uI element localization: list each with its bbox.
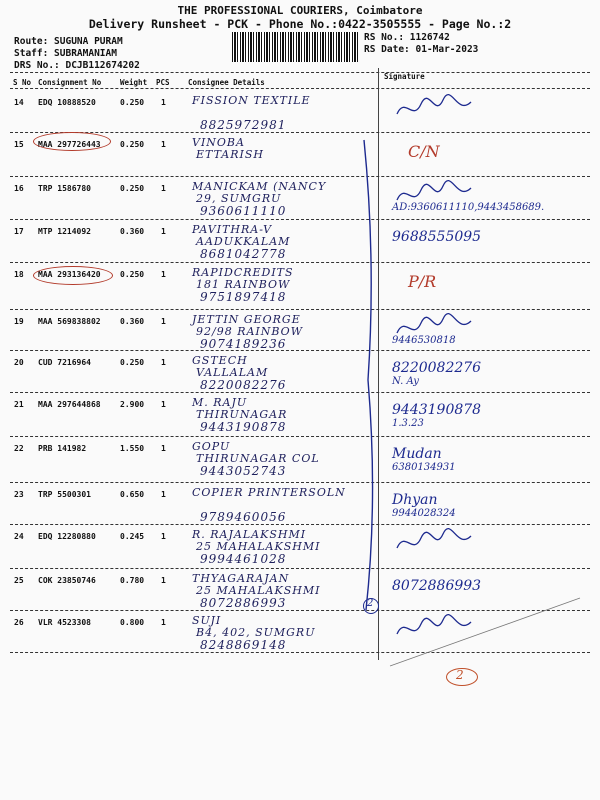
row-sno: 20	[14, 358, 24, 367]
consignee-address: 181 RAINBOW	[196, 278, 291, 291]
circled-number-large: 2	[456, 668, 464, 682]
row-separator	[10, 350, 590, 351]
row-consignment: MAA 297644868	[38, 400, 101, 409]
signature-scribble	[395, 313, 475, 343]
consignee-phone: 9751897418	[200, 290, 287, 304]
signature-text: 9688555095	[392, 229, 482, 245]
consignee-name: M. RAJU	[192, 396, 248, 409]
bracket-mark	[362, 140, 382, 620]
col-weight: Weight	[120, 78, 148, 87]
row-pcs: 1	[161, 400, 166, 409]
row-consignment: MTP 1214092	[38, 227, 91, 236]
row-weight: 0.245	[120, 532, 145, 541]
row-sno: 18	[14, 270, 24, 279]
row-pcs: 1	[161, 184, 166, 193]
row-sno: 26	[14, 618, 24, 627]
consignee-phone: 8072886993	[200, 596, 287, 610]
row-separator	[10, 176, 590, 177]
signature-text: Mudan	[392, 446, 442, 462]
row-weight: 0.250	[120, 140, 145, 149]
row-sno: 14	[14, 98, 24, 107]
row-weight: 0.250	[120, 98, 145, 107]
route-label: Route: SUGUNA PURAM	[14, 36, 123, 47]
signature-note: 9944028324	[392, 508, 456, 519]
row-sno: 22	[14, 444, 24, 453]
row-sno: 23	[14, 490, 24, 499]
row-consignment: MAA 293136420	[38, 270, 101, 279]
row-weight: 0.360	[120, 317, 145, 326]
row-separator	[10, 309, 590, 310]
signature-text: 9443190878	[392, 402, 482, 418]
row-pcs: 1	[161, 532, 166, 541]
consignee-phone: 9789460056	[200, 510, 287, 524]
consignee-name: SUJI	[192, 614, 222, 627]
row-separator	[10, 219, 590, 220]
red-circle-mark	[33, 266, 113, 285]
consignee-name: GSTECH	[192, 354, 248, 367]
row-sno: 19	[14, 317, 24, 326]
row-separator	[10, 262, 590, 263]
signature-note: 9446530818	[392, 335, 456, 346]
row-separator	[10, 524, 590, 525]
col-sno: S No	[13, 78, 32, 87]
row-pcs: 1	[161, 490, 166, 499]
row-separator	[10, 132, 590, 133]
row-weight: 0.780	[120, 576, 145, 585]
consignee-address: AADUKKALAM	[196, 235, 291, 248]
consignee-phone: 8825972981	[200, 118, 287, 132]
signature-scribble	[395, 180, 475, 210]
consignee-address: 25 MAHALAKSHMI	[196, 540, 321, 553]
consignee-phone: 9443190878	[200, 420, 287, 434]
signature-text: Dhyan	[392, 492, 438, 508]
header-bottom-rule	[10, 88, 590, 89]
row-separator	[10, 568, 590, 569]
row-pcs: 1	[161, 98, 166, 107]
consignee-phone: 8681042778	[200, 247, 287, 261]
row-consignment: TRP 5500301	[38, 490, 91, 499]
red-circle-mark	[33, 132, 111, 151]
row-pcs: 1	[161, 317, 166, 326]
signature-note: 1.3.23	[392, 418, 424, 429]
consignee-address: ETTARISH	[196, 148, 265, 161]
consignee-name: PAVITHRA-V	[192, 223, 273, 236]
signature-text: C/N	[408, 142, 440, 161]
barcode	[232, 32, 358, 62]
row-weight: 0.250	[120, 358, 145, 367]
consignee-address: VALLALAM	[196, 366, 269, 379]
signature-text: 8220082276	[392, 360, 482, 376]
row-weight: 2.900	[120, 400, 145, 409]
consignee-name: MANICKAM (NANCY	[192, 180, 327, 193]
consignee-name: FISSION TEXTILE	[192, 94, 311, 107]
consignee-phone: 8220082276	[200, 378, 287, 392]
signature-note: N. Ay	[392, 376, 419, 387]
row-weight: 0.360	[120, 227, 145, 236]
pen-stroke	[390, 596, 590, 676]
row-consignment: MAA 297726443	[38, 140, 101, 149]
consignee-address: THIRUNAGAR COL	[196, 452, 320, 465]
row-sno: 16	[14, 184, 24, 193]
consignee-phone: 9994461028	[200, 552, 287, 566]
row-weight: 0.250	[120, 270, 145, 279]
signature-note: AD:9360611110,9443458689.	[392, 202, 545, 213]
consignee-address: 92/98 RAINBOW	[196, 325, 304, 338]
consignee-name: THYAGARAJAN	[192, 572, 290, 585]
row-pcs: 1	[161, 227, 166, 236]
consignee-address: 29, SUMGRU	[196, 192, 282, 205]
runsheet-subtitle: Delivery Runsheet - PCK - Phone No.:0422-3505555 - Page No.:2	[88, 17, 512, 31]
row-pcs: 1	[161, 358, 166, 367]
row-consignment: CUD 7216964	[38, 358, 91, 367]
col-signature: Signature	[384, 72, 425, 81]
rs-number: RS No.: 1126742	[364, 32, 450, 43]
row-consignment: VLR 4523308	[38, 618, 91, 627]
consignee-address: THIRUNAGAR	[196, 408, 288, 421]
row-separator	[10, 436, 590, 437]
row-consignment: PRB 141982	[38, 444, 87, 453]
row-weight: 1.550	[120, 444, 145, 453]
row-pcs: 1	[161, 576, 166, 585]
signature-scribble	[395, 94, 475, 124]
consignee-name: GOPU	[192, 440, 231, 453]
row-consignment: EDQ 12280880	[38, 532, 96, 541]
row-consignment: TRP 1586780	[38, 184, 91, 193]
signature-text: P/R	[408, 272, 437, 291]
consignee-name: R. RAJALAKSHMI	[192, 528, 307, 541]
consignee-name: COPIER PRINTERSOLN	[192, 486, 346, 499]
circled-number-small: 2	[367, 598, 374, 609]
row-pcs: 1	[161, 140, 166, 149]
consignee-name: RAPIDCREDITS	[192, 266, 294, 279]
consignee-phone: 9074189236	[200, 337, 287, 351]
rs-date: RS Date: 01-Mar-2023	[364, 44, 479, 55]
consignee-address: B4, 402, SUMGRU	[196, 626, 316, 639]
row-consignment: COK 23850746	[38, 576, 96, 585]
row-separator	[10, 392, 590, 393]
company-title: THE PROFESSIONAL COURIERS, Coimbatore	[177, 4, 423, 17]
consignee-phone: 9443052743	[200, 464, 287, 478]
consignee-name: JETTIN GEORGE	[192, 313, 301, 326]
consignee-address: 25 MAHALAKSHMI	[196, 584, 321, 597]
row-pcs: 1	[161, 270, 166, 279]
col-consignee: Consignee Details	[188, 78, 265, 87]
signature-note: 6380134931	[392, 462, 456, 473]
row-weight: 0.250	[120, 184, 145, 193]
col-consignment: Consignment No	[38, 78, 102, 87]
consignee-phone: 9360611110	[200, 204, 287, 218]
row-consignment: MAA 569838802	[38, 317, 101, 326]
row-consignment: EDQ 10888520	[38, 98, 96, 107]
row-pcs: 1	[161, 618, 166, 627]
row-sno: 21	[14, 400, 24, 409]
drs-number: DRS No.: DCJB112674202	[14, 60, 140, 71]
row-weight: 0.800	[120, 618, 145, 627]
row-sno: 24	[14, 532, 24, 541]
header-top-rule	[10, 72, 590, 73]
consignee-name: VINOBA	[192, 136, 245, 149]
row-sno: 15	[14, 140, 24, 149]
row-separator	[10, 482, 590, 483]
row-sno: 17	[14, 227, 24, 236]
signature-text: 8072886993	[392, 578, 482, 594]
consignee-phone: 8248869148	[200, 638, 287, 652]
row-sno: 25	[14, 576, 24, 585]
row-pcs: 1	[161, 444, 166, 453]
signature-scribble	[395, 528, 475, 558]
col-pcs: PCS	[156, 78, 170, 87]
staff-label: Staff: SUBRAMANIAM	[14, 48, 117, 59]
row-weight: 0.650	[120, 490, 145, 499]
